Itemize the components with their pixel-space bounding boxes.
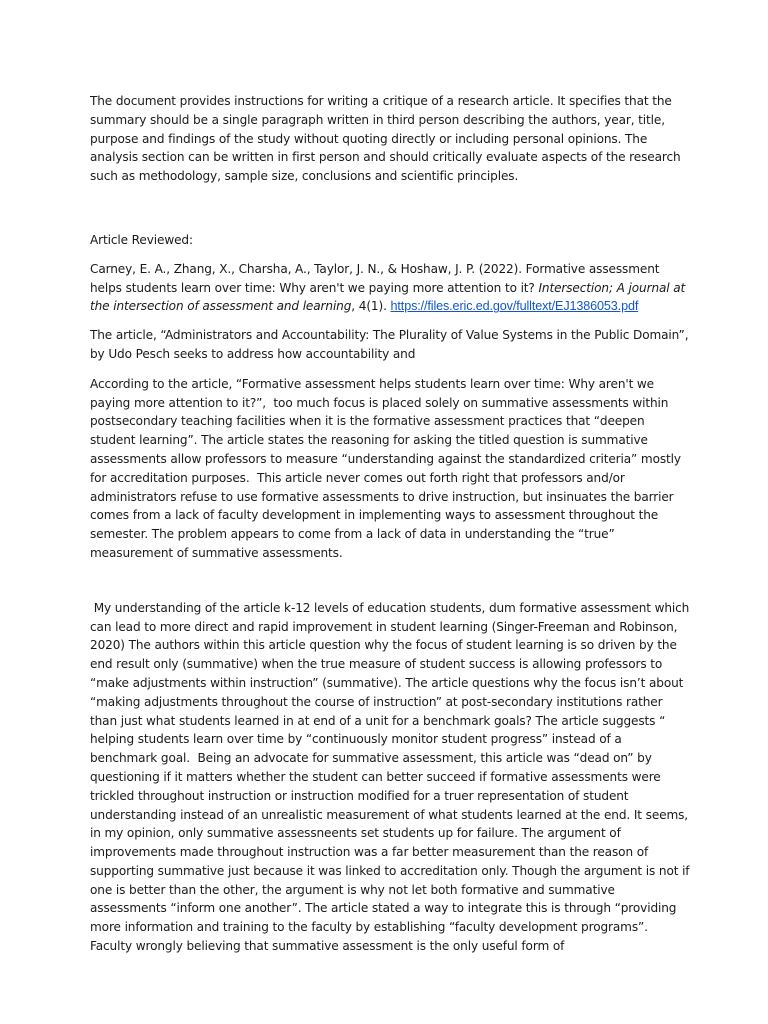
document-page [90, 92, 694, 956]
article-reviewed-heading: Article Reviewed: [90, 232, 193, 247]
citation-journal: Intersection; A journal at the intersection of assessment and learning [90, 280, 689, 314]
citation-link[interactable]: https://files.eric.ed.gov/fulltext/EJ1386053.pdf [390, 299, 639, 314]
intro-paragraph: The article, “Administrators and Accountability: The Plurality of Value Systems in the Public Domain”, by Udo Pesch seeks to address how accountability and [90, 328, 693, 361]
summary-paragraph: The document provides instructions for writing a critique of a research article. It specifies that the summary should be a single paragraph written in third person describing the authors, year, title, purpose and findings of the study without quoting directly or including personal opinions. The analysis section can be written in first person and should critically evaluate aspects of the research such as methodology, sample size, conclusions and scientific principles. [90, 94, 685, 184]
understanding-paragraph: My understanding of the article k-12 levels of education students, dum formative assessment which can lead to more direct and rapid improvement in student learning (Singer-Freeman and Robinson, 2020) The authors within this article question why the focus of student learning is so driven by the end result only (summative) when the true measure of student success is allowing professors to “make adjustments within instruction” (summative). The article questions why the focus isn’t about “making adjustments throughout the course of instruction” at post-secondary institutions rather than just what students learned in at end of a unit for a benchmark goals? The article suggests “ helping students learn over time by “continuously monitor student progress” instead of a benchmark goal. Being an advocate for summative assessment, this article was “dead on” by questioning if it matters whether the student can better succeed if formative assessments were trickled throughout instruction or instruction modified for a truer representation of student understanding instead of an unrealistic measurement of what students learned at the end. It seems, in my opinion, only summative assessneents set students up for failure. The argument of improvements made throughout instruction was a far better measurement than the reason of supporting summative just because it was linked to accreditation only. Though the argument is not if one is better than the other, the argument is why not let both formative and summative assessments “inform one another”. The article stated a way to integrate this is through “providing more information and training to the faculty by establishing “faculty development programs”. Faculty wrongly believing that summative assessment is the only useful form of [90, 600, 694, 954]
citation-authors-title: Carney, E. A., Zhang, X., Charsha, A., Taylor, J. N., & Hoshaw, J. P. (2022). Formative assessment helps students learn over time: Why aren't we paying more attention to it? [90, 261, 664, 295]
citation-volume: , 4(1). [351, 299, 391, 314]
according-paragraph: According to the article, “Formative assessment helps students learn over time: Why aren't we paying more attention to it?”, too much focus is placed solely on summative assessments within postsecondary teaching facilities when it is the formative assessment practices that “deepen student learning”. The article states the reasoning for asking the titled question is summative assessments allow professors to measure “understanding against the standardized criteria” mostly for accreditation purposes. This article never comes out forth right that professors and/or administrators refuse to use formative assessments to drive instruction, but insinuates the barrier comes from a lack of faculty development in implementing ways to assessment throughout the semester. The problem appears to come from a lack of data in understanding the “true” measurement of summative assessments. [90, 376, 685, 560]
citation [90, 260, 690, 316]
